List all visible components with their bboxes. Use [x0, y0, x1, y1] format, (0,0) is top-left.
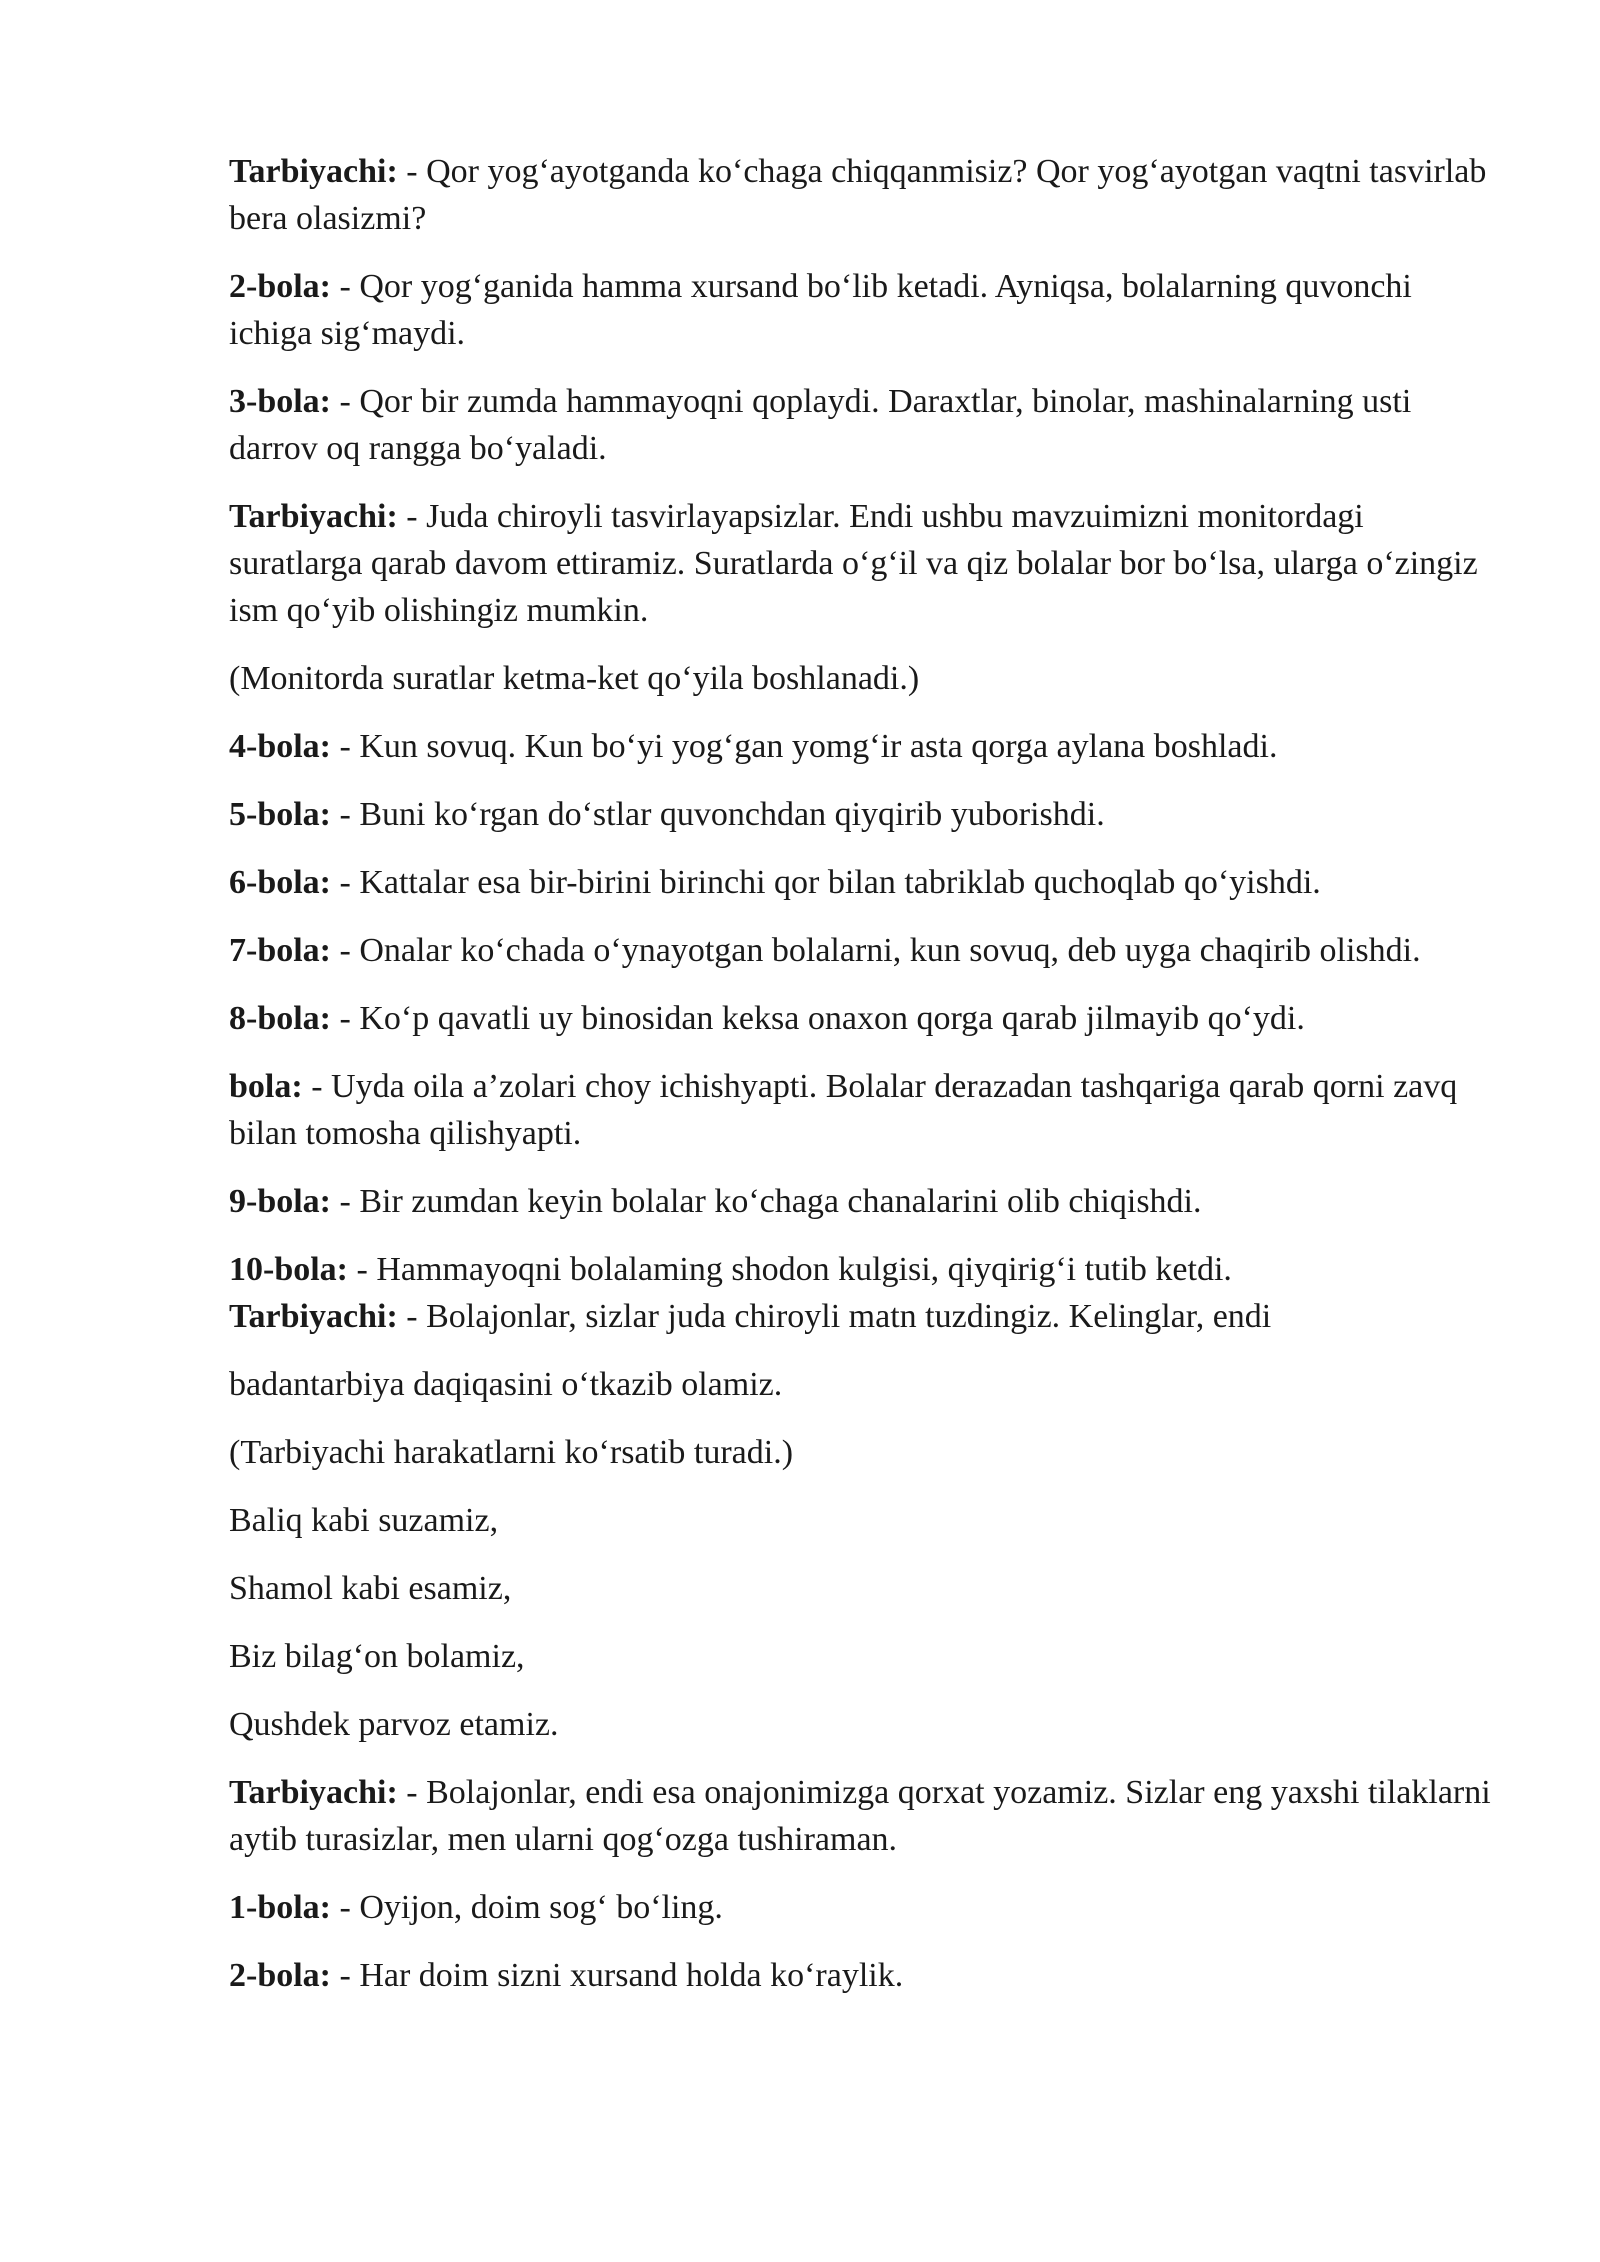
- poem-line: [229, 1633, 1499, 1680]
- line-text: - Bolajonlar, endi esa onajonimizga qorxat yozamiz. Sizlar eng yaxshi tilaklarni aytib turasizlar, men ularni qog‘ozga tushiraman.: [229, 1774, 1491, 1858]
- line-text: - Buni ko‘rgan do‘stlar quvonchdan qiyqirib yuborishdi.: [331, 796, 1105, 833]
- speaker-label: 10-bola:: [229, 1251, 348, 1288]
- speaker-label: Tarbiyachi:: [229, 498, 398, 535]
- speaker-label: Tarbiyachi:: [229, 153, 398, 190]
- line-text: - Uyda oila a’zolari choy ichishyapti. Bolalar derazadan tashqariga qarab qorni zavq bilan tomosha qilishyapti.: [229, 1068, 1458, 1152]
- dialogue-line: [229, 493, 1499, 634]
- line-text: Shamol kabi esamiz,: [229, 1570, 512, 1607]
- line-text: badantarbiya daqiqasini o‘tkazib olamiz.: [229, 1366, 783, 1403]
- line-text: - Har doim sizni xursand holda ko‘raylik.: [331, 1957, 904, 1994]
- dialogue-line: [229, 1246, 1499, 1293]
- line-text: - Bolajonlar, sizlar juda chiroyli matn tuzdingiz. Kelinglar, endi: [397, 1298, 1272, 1335]
- line-text: Baliq kabi suzamiz,: [229, 1502, 499, 1539]
- line-text: - Onalar ko‘chada o‘ynayotgan bolalarni, kun sovuq, deb uyga chaqirib olishdi.: [331, 932, 1421, 969]
- speaker-label: 4-bola:: [229, 728, 331, 765]
- speaker-label: 9-bola:: [229, 1183, 331, 1220]
- poem-line: [229, 1497, 1499, 1544]
- speaker-label: 3-bola:: [229, 383, 331, 420]
- dialogue-line: [229, 263, 1499, 357]
- speaker-label: bola:: [229, 1068, 303, 1105]
- dialogue-line: [229, 1952, 1499, 1999]
- dialogue-line: [229, 1884, 1499, 1931]
- speaker-label: Tarbiyachi:: [229, 1774, 398, 1811]
- dialogue-line: [229, 1293, 1499, 1340]
- dialogue-line: [229, 995, 1499, 1042]
- stage-direction: [229, 1429, 1499, 1476]
- line-text: - Hammayoqni bolalaming shodon kulgisi, qiyqirig‘i tutib ketdi.: [348, 1251, 1232, 1288]
- line-text: - Kun sovuq. Kun bo‘yi yog‘gan yomg‘ir asta qorga aylana boshladi.: [331, 728, 1278, 765]
- speaker-label: Tarbiyachi:: [229, 1298, 398, 1335]
- dialogue-line: [229, 723, 1499, 770]
- line-text: - Juda chiroyli tasvirlayapsizlar. Endi ushbu mavzuimizni monitordagi suratlarga qarab davom ettiramiz. Suratlarda o‘g‘il va qiz bolalar bor bo‘lsa, ularga o‘zingiz ism qo‘yib olishingiz mumkin.: [229, 498, 1478, 629]
- line-text: - Kattalar esa bir-birini birinchi qor bilan tabriklab quchoqlab qo‘yishdi.: [331, 864, 1321, 901]
- dialogue-line: [229, 1178, 1499, 1225]
- speaker-label: 2-bola:: [229, 1957, 331, 1994]
- speaker-label: 8-bola:: [229, 1000, 331, 1037]
- dialogue-line: [229, 927, 1499, 974]
- line-text: - Qor yog‘ayotganda ko‘chaga chiqqanmisiz? Qor yog‘ayotgan vaqtni tasvirlab bera olasizmi?: [229, 153, 1487, 237]
- line-text: - Qor bir zumda hammayoqni qoplaydi. Daraxtlar, binolar, mashinalarning usti darrov oq rangga bo‘yaladi.: [229, 383, 1412, 467]
- line-text: - Bir zumdan keyin bolalar ko‘chaga chanalarini olib chiqishdi.: [331, 1183, 1202, 1220]
- dialogue-line: [229, 378, 1499, 472]
- line-text: (Tarbiyachi harakatlarni ko‘rsatib turadi.): [229, 1434, 794, 1471]
- speaker-label: 2-bola:: [229, 268, 331, 305]
- poem-line: [229, 1565, 1499, 1612]
- dialogue-line: [229, 791, 1499, 838]
- line-text: - Qor yog‘ganida hamma xursand bo‘lib ketadi. Ayniqsa, bolalarning quvonchi ichiga sig‘maydi.: [229, 268, 1412, 352]
- speaker-label: 6-bola:: [229, 864, 331, 901]
- speaker-label: 1-bola:: [229, 1889, 331, 1926]
- line-text: Biz bilag‘on bolamiz,: [229, 1638, 525, 1675]
- dialogue-line: [229, 859, 1499, 906]
- document-body: [229, 148, 1499, 2020]
- dialogue-line: [229, 148, 1499, 242]
- line-text: - Oyijon, doim sog‘ bo‘ling.: [331, 1889, 723, 1926]
- stage-direction: [229, 655, 1499, 702]
- speaker-label: 5-bola:: [229, 796, 331, 833]
- poem-line: [229, 1701, 1499, 1748]
- dialogue-line: [229, 1063, 1499, 1157]
- speaker-label: 7-bola:: [229, 932, 331, 969]
- line-text: (Monitorda suratlar ketma-ket qo‘yila boshlanadi.): [229, 660, 920, 697]
- dialogue-line: [229, 1769, 1499, 1863]
- line-text: - Ko‘p qavatli uy binosidan keksa onaxon qorga qarab jilmayib qo‘ydi.: [331, 1000, 1305, 1037]
- continuation-line: [229, 1361, 1499, 1408]
- line-text: Qushdek parvoz etamiz.: [229, 1706, 559, 1743]
